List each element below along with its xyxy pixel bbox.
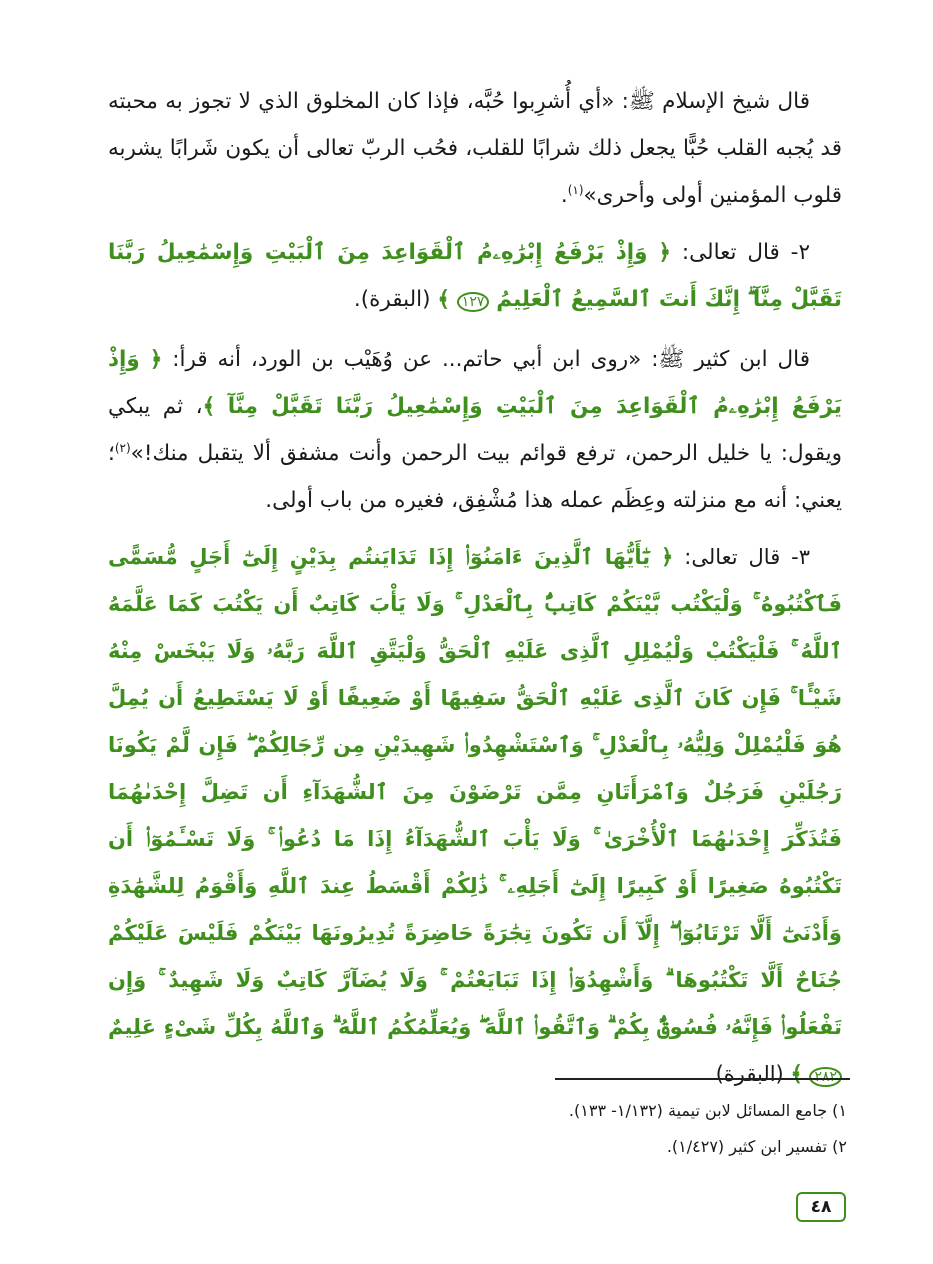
surah-name-2: (البقرة). — [353, 287, 431, 312]
page-number: ٤٨ — [798, 1194, 844, 1220]
footnote-2: ٢) تفسير ابن كثير (١/٤٢٧). — [666, 1137, 847, 1156]
paragraph-3-tail2: ؛ يعني: أنه مع منزلته وعِظَم عمله هذا مُشْفِق، فغيره من باب أولى. — [108, 441, 842, 513]
footnote-1: ١) جامع المسائل لابن تيمية (١/١٣٢- ١٣٣). — [568, 1101, 847, 1120]
paragraph-3 — [108, 336, 842, 524]
paragraph-1 — [108, 78, 842, 219]
footnote-ref-1[interactable]: (١) — [567, 182, 584, 197]
paragraph-3-lead: قال ابن كثير ﷺ: «روى ابن أبي حاتم... عن وُهَيْب بن الورد، أنه قرأ: — [172, 347, 810, 372]
verse-bracket-close-icon: ﴾ — [790, 1062, 803, 1086]
paragraph-4 — [108, 534, 842, 1101]
footnotes — [247, 1093, 847, 1165]
footnote-ref-2[interactable]: (٢) — [114, 440, 131, 455]
paragraph-4-lead: ٣- قال تعالى: — [684, 545, 811, 569]
quran-verse-282: يَٰٓأَيُّهَا ٱلَّذِينَ ءَامَنُوٓا۟ إِذَا تَدَايَنتُم بِدَيْنٍ إِلَىٰٓ أَجَلٍ مُّسَمًّى فَٱكْتُبُوهُ ۚ وَلْيَكْتُب بَّيْنَكُمْ كَاتِبٌۢ بِٱلْعَدْلِ ۚ وَلَا يَأْبَ كَاتِبٌ أَن يَكْتُبَ كَمَا عَلَّمَهُ ٱللَّهُ ۚ فَلْيَكْتُبْ وَلْيُمْلِلِ ٱلَّذِى عَلَيْهِ ٱلْحَقُّ وَلْيَتَّقِ ٱللَّهَ رَبَّهُۥ وَلَا يَبْخَسْ مِنْهُ شَيْـًٔا ۚ فَإِن كَانَ ٱلَّذِى عَلَيْهِ ٱلْحَقُّ سَفِيهًا أَوْ ضَعِيفًا أَوْ لَا يَسْتَطِيعُ أَن يُمِلَّ هُوَ فَلْيُمْلِلْ وَلِيُّهُۥ بِٱلْعَدْلِ ۚ وَٱسْتَشْهِدُوا۟ شَهِيدَيْنِ مِن رِّجَالِكُمْ ۖ فَإِن لَّمْ يَكُونَا رَجُلَيْنِ فَرَجُلٌ وَٱمْرَأَتَانِ مِمَّن تَرْضَوْنَ مِنَ ٱلشُّهَدَآءِ أَن تَضِلَّ إِحْدَىٰهُمَا فَتُذَكِّرَ إِحْدَىٰهُمَا ٱلْأُخْرَىٰ ۚ وَلَا يَأْبَ ٱلشُّهَدَآءُ إِذَا مَا دُعُوا۟ ۚ وَلَا تَسْـَٔمُوٓا۟ أَن تَكْتُبُوهُ صَغِيرًا أَوْ كَبِيرًا إِلَىٰٓ أَجَلِهِۦ ۚ ذَٰلِكُمْ أَقْسَطُ عِندَ ٱللَّهِ وَأَقْوَمُ لِلشَّهَٰدَةِ وَأَدْنَىٰٓ أَلَّا تَرْتَابُوٓا۟ ۖ إِلَّآ أَن تَكُونَ تِجَٰرَةً حَاضِرَةً تُدِيرُونَهَا بَيْنَكُمْ فَلَيْسَ عَلَيْكُمْ جُنَاحٌ أَلَّا تَكْتُبُوهَا ۗ وَأَشْهِدُوٓا۟ إِذَا تَبَايَعْتُمْ ۚ وَلَا يُضَآرَّ كَاتِبٌ وَلَا شَهِيدٌ ۚ وَإِن تَفْعَلُوا۟ فَإِنَّهُۥ فُسُوقٌۢ بِكُمْ ۗ وَٱتَّقُوا۟ ٱللَّهَ ۖ وَيُعَلِّمُكُمُ ٱللَّهُ ۗ وَٱللَّهُ بِكُلِّ شَىْءٍ عَلِيمٌ — [108, 545, 842, 1039]
paragraph-1-text: قال شيخ الإسلام ﷺ: «أي أُشرِبوا حُبَّه، فإذا كان المخلوق الذي لا تجوز به محبته قد يُجبه القلب حُبًّا يجعل ذلك شرابًا للقلب، فحُب الربّ تعالى أن يكون شَرابًا يشربه قلوب المؤمنين أولى وأحرى» — [108, 89, 842, 208]
quran-verse-quote: وَإِذْ يَرْفَعُ إِبْرَٰهِۦمُ ٱلْقَوَاعِدَ مِنَ ٱلْبَيْتِ وَإِسْمَٰعِيلُ رَبَّنَا تَقَبَّلْ مِنَّآ — [108, 347, 842, 419]
footnote-divider — [555, 1078, 850, 1080]
page-number-badge — [796, 1192, 846, 1222]
verse-bracket-open-icon: ﴿ — [661, 545, 674, 569]
surah-name-4: (البقرة) — [715, 1062, 784, 1086]
ayah-number-282: ٢٨٢ — [809, 1067, 842, 1087]
paragraph-2-lead: ٢- قال تعالى: — [681, 240, 810, 265]
page-body — [108, 78, 842, 1111]
quran-verse-127: وَإِذْ يَرْفَعُ إِبْرَٰهِۦمُ ٱلْقَوَاعِدَ مِنَ ٱلْبَيْتِ وَإِسْمَٰعِيلُ رَبَّنَا تَقَبَّلْ مِنَّآ ۖ إِنَّكَ أَنتَ ٱلسَّمِيعُ ٱلْعَلِيمُ — [108, 240, 842, 312]
verse-bracket-open-icon: ﴿ — [658, 240, 671, 265]
verse-bracket-close-icon: ﴾ — [437, 287, 450, 312]
paragraph-2 — [108, 229, 842, 326]
paragraph-1-end: . — [560, 183, 568, 208]
paragraph-3-tail: ، ثم يبكي ويقول: يا خليل الرحمن، ترفع قوائم بيت الرحمن وأنت مشفق ألا يتقبل منك!» — [108, 394, 842, 466]
verse-bracket-open-icon: ﴿ — [149, 347, 163, 372]
verse-bracket-close-icon: ﴾ — [202, 394, 216, 419]
ayah-number-127: ١٢٧ — [457, 292, 490, 312]
